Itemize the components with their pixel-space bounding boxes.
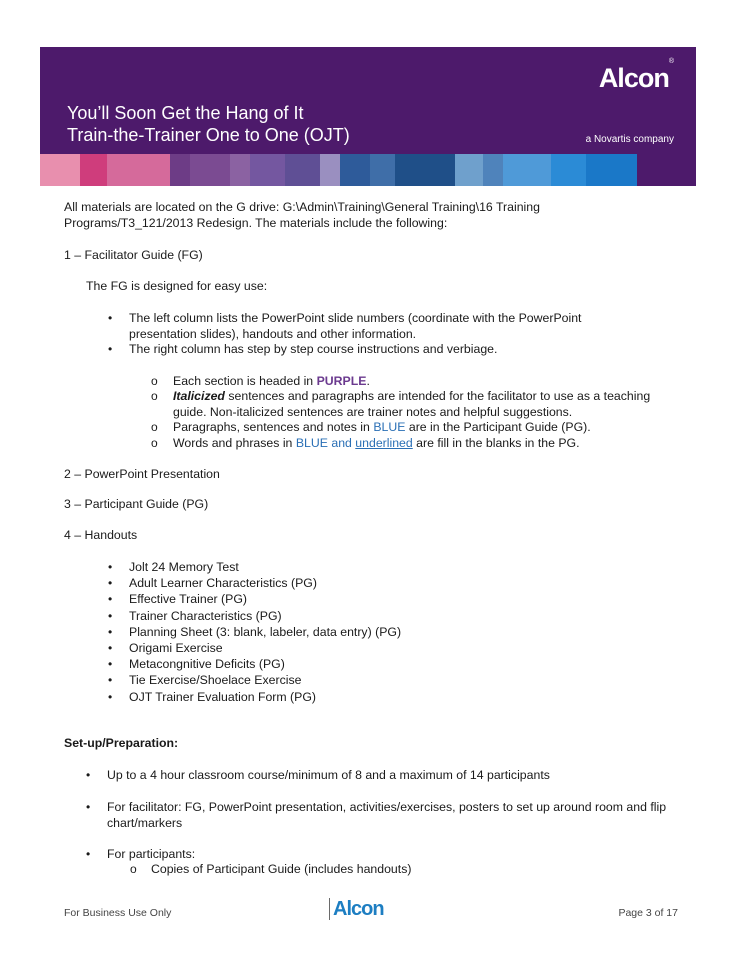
fg-bullet-1: The left column lists the PowerPoint slide numbers (coordinate with the PowerPoint presentation slides), handouts and other information. (129, 311, 582, 341)
color-strip (40, 154, 696, 186)
handout-item: Origami Exercise (129, 641, 223, 655)
sub-bullet-circle: o (151, 374, 158, 388)
setup-heading: Set-up/Preparation: (64, 736, 179, 750)
strip-segment (320, 154, 340, 186)
handout-item: Adult Learner Characteristics (PG) (129, 576, 317, 591)
fg-sub-4: Words and phrases in BLUE and underlined are fill in the blanks in the PG. (173, 436, 580, 450)
intro-paragraph: All materials are located on the G drive: G:\Admin\Training\General Training\16 Training Programs/T3_121/2013 Redesign. The materials include the following: (64, 200, 540, 230)
setup-bullet-2: For facilitator: FG, PowerPoint presentation, activities/exercises, posters to set up around room and flip chart/markers (107, 800, 667, 830)
handout-item: Effective Trainer (PG) (129, 592, 247, 607)
bullet-dot: • (86, 768, 91, 782)
strip-segment (107, 154, 170, 186)
bullet-dot: • (108, 657, 113, 672)
bullet-dot: • (108, 624, 113, 639)
strip-segment (483, 154, 503, 186)
bullet-dot: • (86, 847, 91, 861)
title-line-2: Train-the-Trainer One to One (OJT) (67, 125, 350, 145)
document-title (67, 102, 350, 146)
bullet-dot: • (108, 311, 113, 325)
handout-item: Planning Sheet (3: blank, labeler, data entry) (PG) (129, 624, 402, 639)
title-line-1: You’ll Soon Get the Hang of It (67, 103, 304, 123)
sub-bullet-circle: o (151, 420, 158, 434)
strip-segment (40, 154, 80, 186)
sub-bullet-circle: o (151, 389, 158, 403)
section-2-heading: 2 – PowerPoint Presentation (64, 467, 220, 481)
footer-alcon-logo: Alcon (329, 898, 384, 920)
strip-segment (80, 154, 107, 186)
bullet-dot: • (108, 689, 113, 704)
setup-bullet-3: For participants: (107, 847, 196, 861)
bullet-dot: • (108, 342, 113, 356)
strip-segment (285, 154, 320, 186)
header-banner (40, 47, 696, 186)
strip-segment (586, 154, 637, 186)
setup-sub-1: Copies of Participant Guide (includes handouts) (151, 862, 412, 876)
bullet-dot: • (86, 800, 91, 814)
strip-segment (551, 154, 586, 186)
bullet-dot: • (108, 576, 113, 591)
strip-segment (370, 154, 395, 186)
sub-bullet-circle: o (130, 862, 137, 876)
fg-sub-1: Each section is headed in PURPLE. (173, 374, 370, 388)
section-3-heading: 3 – Participant Guide (PG) (64, 497, 209, 511)
bullet-dot: • (108, 560, 113, 574)
fg-sub-2: Italicized sentences and paragraphs are intended for the facilitator to use as a teaching guide. Non-italicized sentences are trainer notes and helpful suggestions. (173, 389, 651, 419)
section-4-heading: 4 – Handouts (64, 528, 138, 542)
handout-item: Metacongnitive Deficits (PG) (129, 657, 285, 672)
sub-bullet-circle: o (151, 436, 158, 450)
setup-bullet-1: Up to a 4 hour classroom course/minimum of 8 and a maximum of 14 participants (107, 768, 550, 782)
handout-item: OJT Trainer Evaluation Form (PG) (129, 689, 317, 704)
strip-segment (503, 154, 551, 186)
section-1-heading: 1 – Facilitator Guide (FG) (64, 248, 203, 262)
fg-bullet-2: The right column has step by step course instructions and verbiage. (129, 342, 498, 356)
strip-segment (340, 154, 370, 186)
bullet-dot: • (108, 592, 113, 607)
strip-segment (230, 154, 250, 186)
page-number: Page 3 of 17 (618, 907, 678, 919)
handout-item: Tie Exercise/Shoelace Exercise (129, 673, 302, 688)
handout-item: Trainer Characteristics (PG) (129, 608, 282, 623)
handout-item: Jolt 24 Memory Test (129, 560, 239, 574)
bullet-dot: • (108, 641, 113, 655)
fg-sub-3: Paragraphs, sentences and notes in BLUE are in the Participant Guide (PG). (173, 420, 591, 434)
strip-segment (455, 154, 483, 186)
section-1-lead: The FG is designed for easy use: (86, 279, 268, 293)
strip-segment (395, 154, 455, 186)
alcon-logo: Alcon® (598, 58, 674, 93)
strip-segment (250, 154, 285, 186)
bullet-dot: • (108, 608, 113, 623)
footer-classification: For Business Use Only (64, 907, 172, 919)
tagline: a Novartis company (585, 134, 674, 145)
strip-segment (190, 154, 230, 186)
bullet-dot: • (108, 673, 113, 688)
strip-segment (170, 154, 190, 186)
